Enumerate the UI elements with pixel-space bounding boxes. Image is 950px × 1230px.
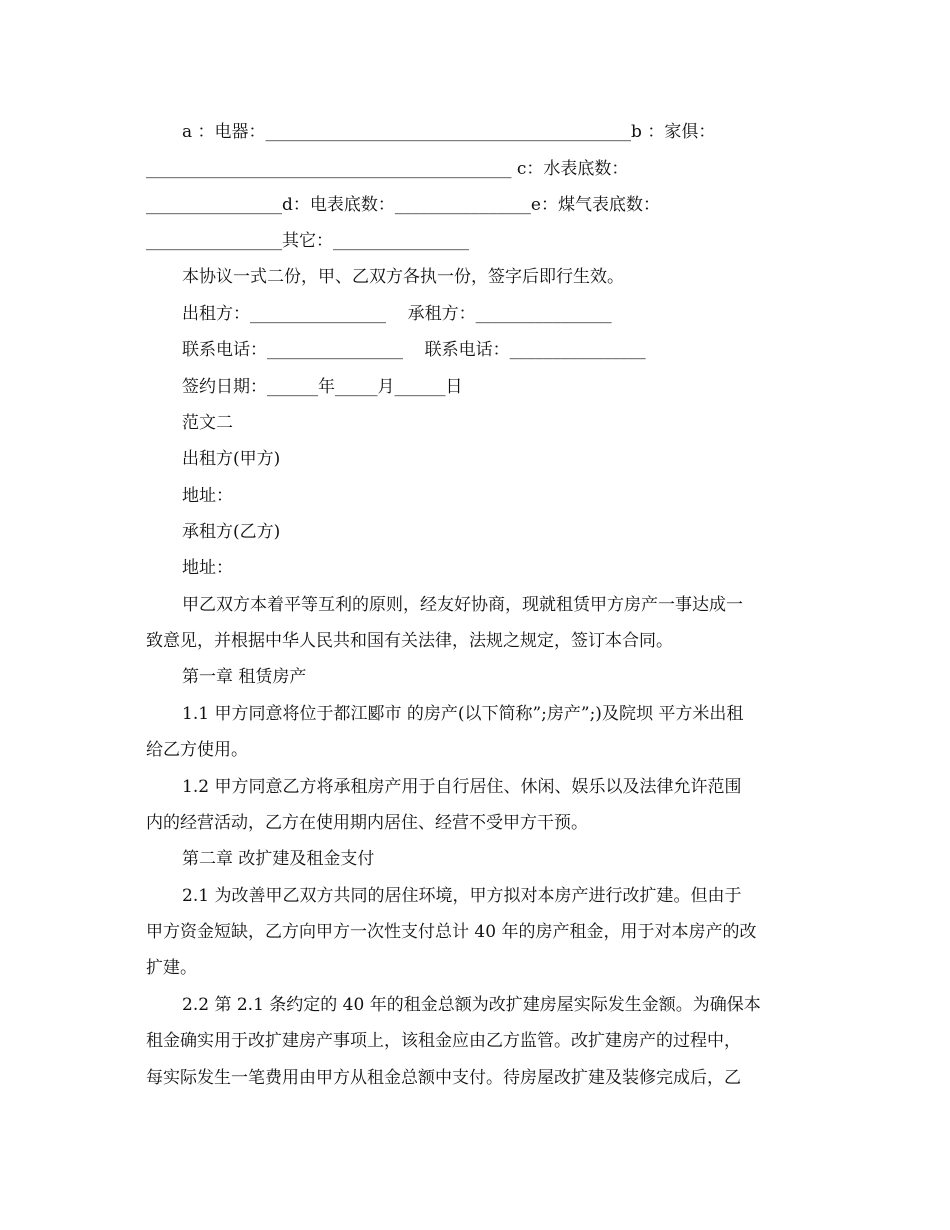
- text-line: 甲乙双方本着平等互利的原则，经友好协商，现就租赁甲方房产一事达成一: [182, 595, 743, 615]
- text-line: 地址：: [182, 558, 233, 578]
- text-line: 甲方资金短缺，乙方向甲方一次性支付总计 40 年的房产租金，用于对本房产的改: [146, 922, 757, 942]
- text-line: 2.2 第 2.1 条约定的 40 年的租金总额为改扩建房屋实际发生金额。为确保本: [182, 995, 761, 1015]
- text-line: 出租方(甲方): [182, 449, 281, 469]
- text-line: ___________________________________________ c：水表底数：: [146, 159, 629, 179]
- text-line: ________________d：电表底数：________________e：煤气表底数：: [146, 195, 660, 215]
- text-line: 1.2 甲方同意乙方将承租房产用于自行居住、休闲、娱乐以及法律允许范围: [182, 777, 742, 797]
- text-line: a ：电器：___________________________________________b ：家俱：: [182, 122, 716, 142]
- chapter-title: 第二章 改扩建及租金支付: [182, 849, 375, 869]
- text-line: 致意见，并根据中华人民共和国有关法律，法规之规定，签订本合同。: [146, 631, 673, 651]
- text-line: 1.1 甲方同意将位于都江郾市 的房产(以下简称”;房产”;)及院坝 平方米出租: [182, 704, 744, 724]
- text-line: 内的经营活动，乙方在使用期内居住、经营不受甲方干预。: [146, 813, 588, 833]
- text-line: 扩建。: [146, 958, 197, 978]
- text-line: 出租方：________________ 承租方：________________: [182, 304, 612, 324]
- chapter-title: 第一章 租赁房产: [182, 667, 307, 687]
- text-line: 租金确实用于改扩建房产事项上，该租金应由乙方监管。改扩建房产的过程中，: [146, 1031, 741, 1051]
- text-line: 本协议一式二份，甲、乙双方各执一份，签字后即行生效。: [182, 267, 624, 287]
- text-line: ________________其它：________________: [146, 231, 469, 251]
- text-line: 承租方(乙方): [182, 522, 281, 542]
- text-line: 给乙方使用。: [146, 740, 248, 760]
- text-line: 地址：: [182, 486, 233, 506]
- text-line: 每实际发生一笔费用由甲方从租金总额中支付。待房屋改扩建及装修完成后，乙: [146, 1068, 741, 1088]
- text-line: 2.1 为改善甲乙双方共同的居住环境，甲方拟对本房产进行改扩建。但由于: [182, 886, 742, 906]
- text-line: 联系电话：________________ 联系电话：________________: [182, 340, 646, 360]
- section-title: 范文二: [182, 413, 233, 433]
- text-line: 签约日期：______年_____月______日: [182, 377, 463, 397]
